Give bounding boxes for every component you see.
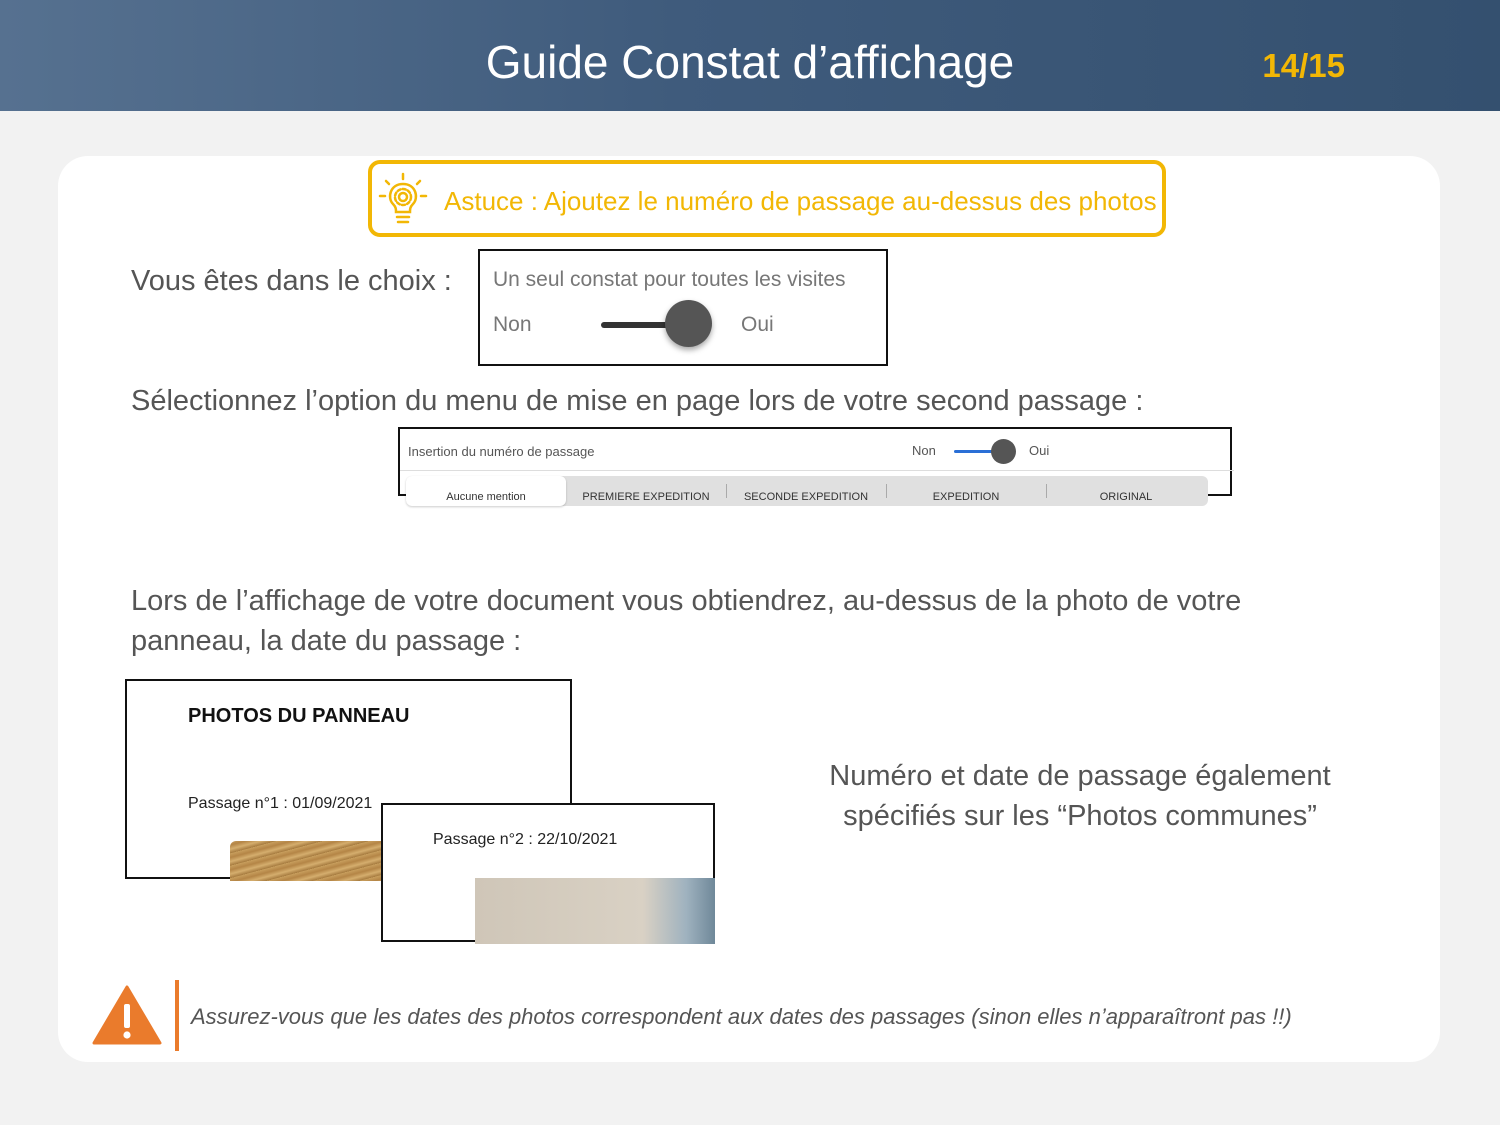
- segment-aucune-mention[interactable]: Aucune mention: [406, 476, 566, 506]
- segment-premiere-expedition[interactable]: PREMIERE EXPEDITION: [582, 491, 710, 503]
- warning-text: Assurez-vous que les dates des photos correspondent aux dates des passages (sinon elles n’apparaîtront pas !!): [191, 1004, 1292, 1029]
- common-photos-note-line1: Numéro et date de passage également: [829, 760, 1331, 792]
- mention-segmented-control: [406, 476, 1208, 506]
- header-bar: [0, 0, 1500, 111]
- toggle-off-label: Non: [493, 313, 532, 336]
- toggle-title: Un seul constat pour toutes les visites: [493, 268, 846, 291]
- wall-photo-thumbnail: [475, 878, 715, 944]
- menu-toggle-off-label: Non: [912, 443, 936, 458]
- passage-1-label: Passage n°1 : 01/09/2021: [188, 795, 373, 812]
- choice-label: Vous êtes dans le choix :: [131, 265, 452, 297]
- select-option-instruction: Sélectionnez l’option du menu de mise en page lors de votre second passage :: [131, 385, 1144, 417]
- segment-original[interactable]: ORIGINAL: [1099, 491, 1153, 503]
- common-photos-note: [790, 756, 1370, 836]
- menu-divider: [400, 470, 1234, 471]
- page-number: 14/15: [1262, 47, 1345, 84]
- warning-divider: [175, 980, 179, 1051]
- photos-section-title: PHOTOS DU PANNEAU: [188, 705, 410, 727]
- lightbulb-gear-icon: [378, 172, 428, 228]
- segment-expedition[interactable]: EXPEDITION: [932, 491, 1000, 503]
- common-photos-note-line2: spécifiés sur les “Photos communes”: [843, 800, 1317, 832]
- display-text-line1: Lors de l’affichage de votre document vous obtiendrez, au-dessus de la photo de votre: [131, 585, 1242, 617]
- single-report-toggle-panel: [478, 249, 888, 366]
- layout-menu-panel: [398, 427, 1232, 503]
- page-title: Guide Constat d’affichage: [485, 36, 1015, 88]
- segment-seconde-expedition[interactable]: SECONDE EXPEDITION: [743, 491, 869, 503]
- photo-preview-passage-2: [381, 803, 715, 942]
- tip-text: Astuce : Ajoutez le numéro de passage au-dessus des photos: [444, 186, 1157, 216]
- passage-number-insertion-label: Insertion du numéro de passage: [408, 444, 595, 459]
- toggle-on-label: Oui: [741, 313, 774, 336]
- display-text-line2: panneau, la date du passage :: [131, 625, 522, 657]
- tip-box: [368, 160, 1166, 237]
- warning-triangle-icon: [92, 984, 162, 1046]
- menu-toggle-on-label: Oui: [1029, 443, 1050, 458]
- menu-toggle-knob[interactable]: [991, 439, 1016, 464]
- passage-2-label: Passage n°2 : 22/10/2021: [433, 831, 618, 848]
- toggle-knob[interactable]: [665, 300, 712, 347]
